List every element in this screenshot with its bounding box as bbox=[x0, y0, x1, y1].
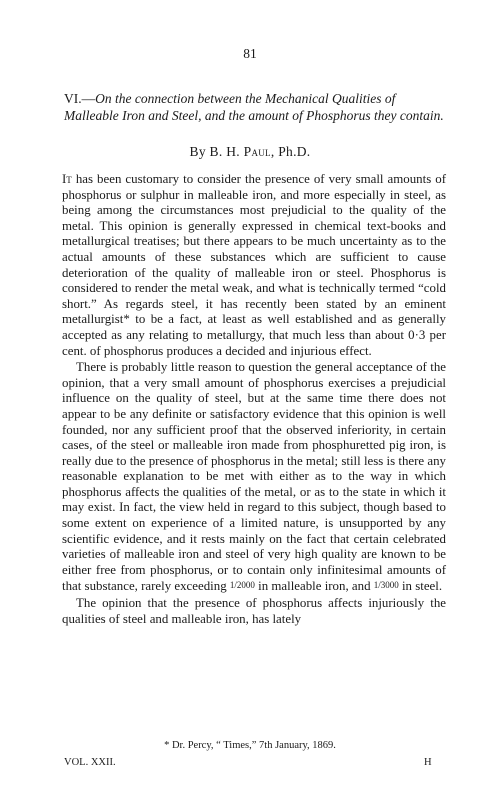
byline-suffix: , Ph.D. bbox=[270, 144, 311, 159]
paragraph-2-text: There is probably little reason to question the general acceptance of the opinion, that a very small amount of phosphorus exercises a prejudicial influence on the quality of steel, but at the same time there does not appear to be any definite or satisfactory evidence that this opinion is well founded, nor any sufficient proof that the observed inferiority, in certain cases, of the steel or malleable iron made from phosphuretted pig iron, is really due to the presence of phosphorus in the metal; still less is there any reasonable explanation to be met with either as to the way in which phosphorus affects the qualities of the metal, or as to the state in which it may exist. In fact, the view held in regard to this subject, though based to some extent on experience of a limited nature, is unsupported by any scientific evidence, and it rests mainly on the fact that certain celebrated varieties of malleable iron and steel of very high quality are known to be either free from phosphorus, or to contain only infinitesimal amounts of that substance, rarely exceeding bbox=[62, 360, 446, 594]
volume-label: VOL. XXII. bbox=[64, 757, 116, 768]
article-body bbox=[62, 172, 446, 627]
article-number: VI.— bbox=[64, 91, 96, 106]
paragraph-3: The opinion that the presence of phosphorus affects injuriously the qualities of steel and malleable iron, has lately bbox=[62, 596, 446, 626]
paragraph-2-mid: in malleable iron, and bbox=[254, 579, 374, 594]
article-title bbox=[64, 90, 444, 124]
paragraph-2-end: in steel. bbox=[398, 579, 443, 594]
fraction-steel: 1/3000 bbox=[373, 580, 399, 591]
fraction-malleable-iron: 1/2000 bbox=[229, 580, 255, 591]
paragraph-2 bbox=[62, 360, 446, 595]
signature-mark: H bbox=[424, 757, 432, 768]
paragraph-1-text: has been customary to consider the presence of very small amounts of phosphorus or sulphur in malleable iron, and more especially in steel, as being among the circumstances most prejudicial to the quality of the metal. This opinion is generally expressed in chemical text-books and metallurgical treatises; but there appears to be much uncertainty as to the actual amounts of these substances which are sufficient to cause deterioration of the quality of malleable iron or steel. Phosphorus is considered to render the metal weak, and what is technically termed “cold short.” As regards steel, it has recently been stated by an eminent metallurgist* to be a fact, at least as well established and as generally accepted as any relating to metallurgy, that much less than about 0·3 per cent. of phosphorus produces a decided and injurious effect. bbox=[62, 172, 446, 358]
article-title-text: On the connection between the Mechanical Qualities of Malleable Iron and Steel, and the amount of Phosphorus they contain. bbox=[64, 91, 444, 123]
page-number: 81 bbox=[243, 46, 257, 61]
author-byline bbox=[0, 144, 500, 160]
byline-prefix: By B. H. bbox=[189, 144, 240, 159]
footnote: * Dr. Percy, “ Times,” 7th January, 1869. bbox=[164, 740, 336, 751]
paragraph-1 bbox=[62, 172, 446, 359]
author-surname: Paul bbox=[243, 144, 271, 159]
paragraph-1-lead: It bbox=[62, 172, 72, 186]
